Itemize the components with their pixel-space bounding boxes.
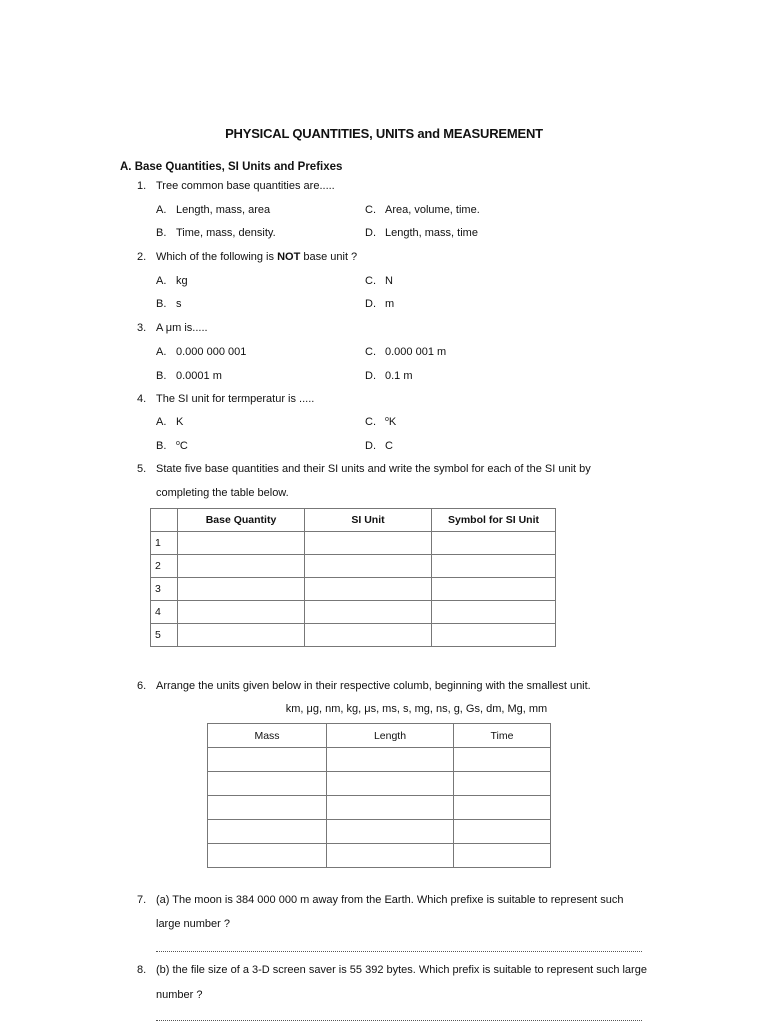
option-text: Time, mass, density. [176, 227, 276, 239]
question-3-number: 3. [137, 322, 147, 334]
table-row [208, 820, 551, 844]
question-1-option-c [365, 204, 480, 216]
option-letter: D. [365, 298, 376, 310]
table-row [208, 748, 551, 772]
option-letter: B. [156, 227, 167, 239]
question-2-text-part: Which of the following is [156, 251, 278, 263]
option-text: C [179, 440, 188, 452]
table-header-mass: Mass [208, 724, 327, 748]
question-2-number: 2. [137, 251, 147, 263]
option-letter: D. [365, 370, 376, 382]
question-1-option-b [156, 227, 276, 239]
answer-cell[interactable] [208, 844, 327, 868]
question-4-number: 4. [137, 393, 147, 405]
page-title: PHYSICAL QUANTITIES, UNITS and MEASUREMENT [225, 126, 543, 141]
table-header-si-unit: SI Unit [305, 509, 432, 532]
answer-cell[interactable] [454, 772, 551, 796]
answer-cell[interactable] [327, 796, 454, 820]
question-2-emphasis: NOT [277, 251, 301, 263]
option-letter: C. [365, 346, 376, 358]
question-2-option-c [365, 275, 393, 287]
question-2-text-part: base unit ? [300, 251, 358, 263]
row-number: 4 [151, 601, 178, 624]
answer-cell[interactable] [178, 601, 305, 624]
option-letter: A. [156, 416, 167, 428]
question-3-option-c [365, 346, 446, 358]
option-text: s [176, 298, 182, 310]
answer-cell[interactable] [327, 748, 454, 772]
table-header-base-quantity: Base Quantity [178, 509, 305, 532]
option-letter: A. [156, 346, 167, 358]
answer-line[interactable] [156, 951, 642, 952]
table-row [151, 624, 556, 647]
question-4-option-a [156, 416, 183, 428]
question-6-number: 6. [137, 680, 147, 692]
table-header-number [151, 509, 178, 532]
table-row [208, 844, 551, 868]
units-arrangement-table [207, 723, 551, 868]
question-7-text-line2: large number ? [156, 918, 230, 930]
answer-cell[interactable] [305, 601, 432, 624]
question-4-option-d [365, 440, 393, 452]
question-1-text: Tree common base quantities are..... [156, 180, 335, 192]
option-letter: D. [365, 440, 376, 452]
table-header-symbol: Symbol for SI Unit [432, 509, 556, 532]
table-row [151, 601, 556, 624]
answer-cell[interactable] [305, 532, 432, 555]
option-text: Area, volume, time. [385, 204, 480, 216]
question-5-text-line1: State five base quantities and their SI units and write the symbol for each of the SI unit by [156, 463, 591, 475]
option-text: 0.000 000 001 [176, 346, 247, 358]
base-quantities-table [150, 508, 556, 647]
table-row [208, 796, 551, 820]
option-letter: D. [365, 227, 376, 239]
table-row [151, 555, 556, 578]
option-text: N [385, 275, 393, 287]
answer-cell[interactable] [208, 772, 327, 796]
option-letter: B. [156, 298, 167, 310]
answer-cell[interactable] [454, 844, 551, 868]
question-8-text-line2: number ? [156, 989, 203, 1001]
answer-cell[interactable] [454, 748, 551, 772]
question-3-option-d [365, 370, 413, 382]
answer-cell[interactable] [432, 624, 556, 647]
answer-cell[interactable] [454, 796, 551, 820]
answer-cell[interactable] [432, 601, 556, 624]
table-row [208, 772, 551, 796]
question-5-text-line2: completing the table below. [156, 487, 289, 499]
option-letter: A. [156, 204, 167, 216]
table-row [151, 532, 556, 555]
answer-line[interactable] [156, 1020, 642, 1021]
question-1-number: 1. [137, 180, 147, 192]
answer-cell[interactable] [178, 578, 305, 601]
option-letter: B. [156, 370, 167, 382]
question-4-option-b [156, 440, 188, 452]
answer-cell[interactable] [327, 844, 454, 868]
question-2-option-a [156, 275, 188, 287]
question-4-text: The SI unit for termperatur is ..... [156, 393, 315, 405]
option-letter: C. [365, 416, 376, 428]
answer-cell[interactable] [208, 796, 327, 820]
option-text: C [385, 440, 393, 452]
table-row [151, 578, 556, 601]
answer-cell[interactable] [327, 820, 454, 844]
answer-cell[interactable] [305, 578, 432, 601]
degree-superscript: o [385, 416, 389, 423]
table-header-length: Length [327, 724, 454, 748]
answer-cell[interactable] [327, 772, 454, 796]
question-3-text: A μm is..... [156, 322, 208, 334]
question-1-option-d [365, 227, 478, 239]
units-list: km, μg, nm, kg, μs, ms, s, mg, ns, g, Gs, dm, Mg, mm [285, 703, 548, 715]
option-text: K [388, 416, 397, 428]
question-2-option-b [156, 298, 182, 310]
question-7-number: 7. [137, 894, 147, 906]
question-2-text [156, 251, 357, 263]
table-header-time: Time [454, 724, 551, 748]
option-text: Length, mass, time [385, 227, 478, 239]
answer-cell[interactable] [208, 748, 327, 772]
table-header-row [151, 509, 556, 532]
answer-cell[interactable] [305, 624, 432, 647]
answer-cell[interactable] [305, 555, 432, 578]
question-3-option-a [156, 346, 246, 358]
answer-cell[interactable] [432, 555, 556, 578]
answer-cell[interactable] [432, 532, 556, 555]
answer-cell[interactable] [178, 555, 305, 578]
option-letter: B. [156, 440, 167, 452]
question-6-text: Arrange the units given below in their respective columb, beginning with the smallest unit. [156, 680, 591, 692]
option-text: 0.0001 m [176, 370, 222, 382]
question-7-text-line1: (a) The moon is 384 000 000 m away from the Earth. Which prefixe is suitable to represent such [156, 894, 624, 906]
answer-cell[interactable] [208, 820, 327, 844]
answer-cell[interactable] [178, 532, 305, 555]
option-letter: C. [365, 275, 376, 287]
degree-superscript: o [176, 440, 180, 447]
answer-cell[interactable] [178, 624, 305, 647]
option-text: Length, mass, area [176, 204, 271, 216]
section-heading: A. Base Quantities, SI Units and Prefixes [120, 161, 343, 173]
option-text: m [385, 298, 395, 310]
question-4-option-c [365, 416, 396, 428]
row-number: 3 [151, 578, 178, 601]
answer-cell[interactable] [454, 820, 551, 844]
answer-cell[interactable] [432, 578, 556, 601]
row-number: 2 [151, 555, 178, 578]
option-text: kg [176, 275, 188, 287]
question-1-option-a [156, 204, 270, 216]
row-number: 1 [151, 532, 178, 555]
option-letter: A. [156, 275, 167, 287]
question-2-option-d [365, 298, 394, 310]
option-text: 0.000 001 m [385, 346, 447, 358]
question-3-option-b [156, 370, 222, 382]
question-8-number: 8. [137, 964, 147, 976]
option-letter: C. [365, 204, 376, 216]
row-number: 5 [151, 624, 178, 647]
table-header-row [208, 724, 551, 748]
option-text: K [176, 416, 184, 428]
option-text: 0.1 m [385, 370, 413, 382]
question-8-text-line1: (b) the file size of a 3-D screen saver is 55 392 bytes. Which prefix is suitable to represent such large [156, 964, 647, 976]
question-5-number: 5. [137, 463, 147, 475]
